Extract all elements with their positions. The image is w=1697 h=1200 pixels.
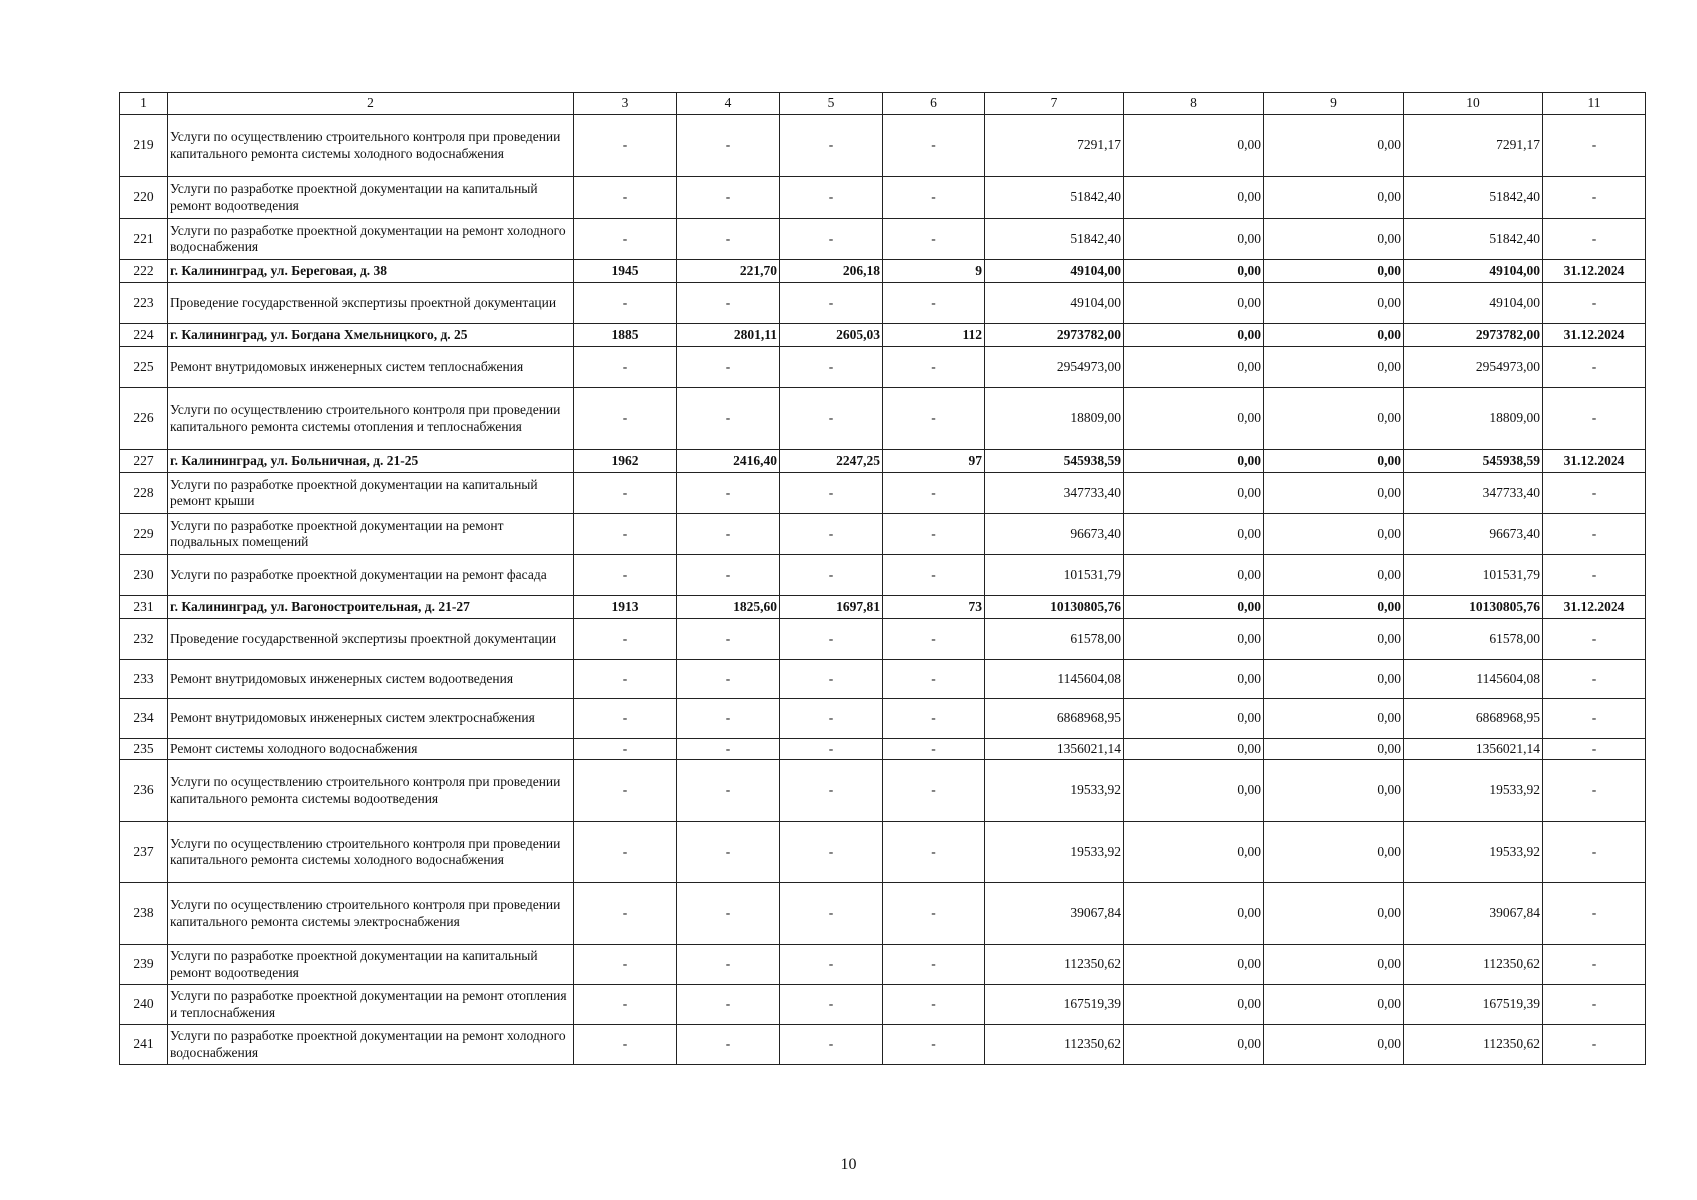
col-header-3: 3 bbox=[574, 93, 677, 115]
table-row bbox=[120, 699, 1646, 739]
regional-fund: 2954973,00 bbox=[1404, 347, 1543, 388]
row-number: 230 bbox=[120, 555, 168, 596]
row-description: Услуги по разработке проектной документации на ремонт холодного водоснабжения bbox=[168, 1025, 574, 1065]
regional-fund: 96673,40 bbox=[1404, 514, 1543, 555]
col-header-11: 11 bbox=[1543, 93, 1646, 115]
row-description: Услуги по осуществлению строительного контроля при проведении капитального ремонта системы электроснабжения bbox=[168, 883, 574, 945]
table-row bbox=[120, 115, 1646, 177]
living-area: - bbox=[780, 177, 883, 219]
residents: 112 bbox=[883, 324, 985, 347]
living-area: - bbox=[780, 985, 883, 1025]
total-area: 2416,40 bbox=[677, 450, 780, 473]
total-cost: 18809,00 bbox=[985, 388, 1124, 450]
year-built: - bbox=[574, 660, 677, 699]
fund-b: 0,00 bbox=[1264, 514, 1404, 555]
completion-date: - bbox=[1543, 760, 1646, 822]
living-area: - bbox=[780, 1025, 883, 1065]
total-area: - bbox=[677, 514, 780, 555]
regional-fund: 7291,17 bbox=[1404, 115, 1543, 177]
year-built: - bbox=[574, 739, 677, 760]
living-area: - bbox=[780, 660, 883, 699]
completion-date: - bbox=[1543, 347, 1646, 388]
col-header-5: 5 bbox=[780, 93, 883, 115]
total-cost: 96673,40 bbox=[985, 514, 1124, 555]
residents: - bbox=[883, 945, 985, 985]
row-description: Ремонт внутридомовых инженерных систем водоотведения bbox=[168, 660, 574, 699]
year-built: 1885 bbox=[574, 324, 677, 347]
col-header-1: 1 bbox=[120, 93, 168, 115]
living-area: - bbox=[780, 699, 883, 739]
row-description: Услуги по разработке проектной документации на ремонт подвальных помещений bbox=[168, 514, 574, 555]
fund-b: 0,00 bbox=[1264, 883, 1404, 945]
total-cost: 112350,62 bbox=[985, 1025, 1124, 1065]
fund-b: 0,00 bbox=[1264, 283, 1404, 324]
total-area: - bbox=[677, 760, 780, 822]
completion-date: - bbox=[1543, 945, 1646, 985]
year-built: - bbox=[574, 945, 677, 985]
residents: - bbox=[883, 699, 985, 739]
year-built: - bbox=[574, 555, 677, 596]
table-row bbox=[120, 347, 1646, 388]
row-number: 237 bbox=[120, 822, 168, 883]
total-cost: 51842,40 bbox=[985, 177, 1124, 219]
completion-date: - bbox=[1543, 115, 1646, 177]
fund-a: 0,00 bbox=[1124, 1025, 1264, 1065]
fund-b: 0,00 bbox=[1264, 660, 1404, 699]
total-cost: 10130805,76 bbox=[985, 596, 1124, 619]
residents: 97 bbox=[883, 450, 985, 473]
col-header-7: 7 bbox=[985, 93, 1124, 115]
fund-a: 0,00 bbox=[1124, 822, 1264, 883]
completion-date: 31.12.2024 bbox=[1543, 324, 1646, 347]
row-number: 232 bbox=[120, 619, 168, 660]
address-row bbox=[120, 450, 1646, 473]
address-row bbox=[120, 596, 1646, 619]
living-area: - bbox=[780, 473, 883, 514]
year-built: - bbox=[574, 347, 677, 388]
table-row bbox=[120, 473, 1646, 514]
regional-fund: 1145604,08 bbox=[1404, 660, 1543, 699]
year-built: - bbox=[574, 115, 677, 177]
fund-b: 0,00 bbox=[1264, 115, 1404, 177]
residents: - bbox=[883, 347, 985, 388]
year-built: 1945 bbox=[574, 260, 677, 283]
total-area: - bbox=[677, 283, 780, 324]
total-area: - bbox=[677, 388, 780, 450]
residents: - bbox=[883, 1025, 985, 1065]
fund-b: 0,00 bbox=[1264, 596, 1404, 619]
regional-fund: 167519,39 bbox=[1404, 985, 1543, 1025]
table-row bbox=[120, 1025, 1646, 1065]
fund-a: 0,00 bbox=[1124, 883, 1264, 945]
residents: 73 bbox=[883, 596, 985, 619]
completion-date: - bbox=[1543, 1025, 1646, 1065]
regional-fund: 6868968,95 bbox=[1404, 699, 1543, 739]
fund-a: 0,00 bbox=[1124, 450, 1264, 473]
completion-date: - bbox=[1543, 219, 1646, 260]
total-cost: 347733,40 bbox=[985, 473, 1124, 514]
year-built: - bbox=[574, 822, 677, 883]
total-area: - bbox=[677, 473, 780, 514]
completion-date: - bbox=[1543, 699, 1646, 739]
residents: 9 bbox=[883, 260, 985, 283]
row-number: 221 bbox=[120, 219, 168, 260]
completion-date: - bbox=[1543, 739, 1646, 760]
total-area: - bbox=[677, 883, 780, 945]
total-area: 2801,11 bbox=[677, 324, 780, 347]
total-cost: 61578,00 bbox=[985, 619, 1124, 660]
row-description: Услуги по осуществлению строительного контроля при проведении капитального ремонта системы холодного водоснабжения bbox=[168, 115, 574, 177]
fund-b: 0,00 bbox=[1264, 473, 1404, 514]
year-built: 1913 bbox=[574, 596, 677, 619]
row-description: Услуги по разработке проектной документации на ремонт фасада bbox=[168, 555, 574, 596]
row-number: 219 bbox=[120, 115, 168, 177]
total-area: - bbox=[677, 985, 780, 1025]
row-number: 226 bbox=[120, 388, 168, 450]
regional-fund: 39067,84 bbox=[1404, 883, 1543, 945]
regional-fund: 19533,92 bbox=[1404, 760, 1543, 822]
fund-a: 0,00 bbox=[1124, 596, 1264, 619]
living-area: - bbox=[780, 760, 883, 822]
total-cost: 6868968,95 bbox=[985, 699, 1124, 739]
completion-date: - bbox=[1543, 473, 1646, 514]
living-area: - bbox=[780, 219, 883, 260]
fund-b: 0,00 bbox=[1264, 177, 1404, 219]
total-area: - bbox=[677, 699, 780, 739]
total-cost: 2973782,00 bbox=[985, 324, 1124, 347]
total-cost: 1356021,14 bbox=[985, 739, 1124, 760]
row-description: Ремонт внутридомовых инженерных систем электроснабжения bbox=[168, 699, 574, 739]
total-cost: 49104,00 bbox=[985, 260, 1124, 283]
regional-fund: 49104,00 bbox=[1404, 260, 1543, 283]
regional-fund: 18809,00 bbox=[1404, 388, 1543, 450]
residents: - bbox=[883, 883, 985, 945]
row-description: Услуги по осуществлению строительного контроля при проведении капитального ремонта системы отопления и теплоснабжения bbox=[168, 388, 574, 450]
total-cost: 101531,79 bbox=[985, 555, 1124, 596]
living-area: - bbox=[780, 619, 883, 660]
col-header-4: 4 bbox=[677, 93, 780, 115]
row-number: 241 bbox=[120, 1025, 168, 1065]
address-row bbox=[120, 260, 1646, 283]
page-number: 10 bbox=[840, 1156, 857, 1173]
fund-a: 0,00 bbox=[1124, 514, 1264, 555]
row-number: 240 bbox=[120, 985, 168, 1025]
row-description: Услуги по разработке проектной документации на ремонт холодного водоснабжения bbox=[168, 219, 574, 260]
fund-b: 0,00 bbox=[1264, 1025, 1404, 1065]
year-built: 1962 bbox=[574, 450, 677, 473]
total-area: 221,70 bbox=[677, 260, 780, 283]
row-description: г. Калининград, ул. Вагоностроительная, д. 21-27 bbox=[168, 596, 574, 619]
row-description: г. Калининград, ул. Больничная, д. 21-25 bbox=[168, 450, 574, 473]
fund-b: 0,00 bbox=[1264, 760, 1404, 822]
regional-fund: 51842,40 bbox=[1404, 219, 1543, 260]
year-built: - bbox=[574, 283, 677, 324]
residents: - bbox=[883, 473, 985, 514]
residents: - bbox=[883, 619, 985, 660]
total-cost: 1145604,08 bbox=[985, 660, 1124, 699]
row-number: 227 bbox=[120, 450, 168, 473]
year-built: - bbox=[574, 388, 677, 450]
fund-b: 0,00 bbox=[1264, 699, 1404, 739]
fund-a: 0,00 bbox=[1124, 473, 1264, 514]
fund-a: 0,00 bbox=[1124, 260, 1264, 283]
row-number: 231 bbox=[120, 596, 168, 619]
row-number: 238 bbox=[120, 883, 168, 945]
regional-fund: 19533,92 bbox=[1404, 822, 1543, 883]
completion-date: - bbox=[1543, 822, 1646, 883]
col-header-10: 10 bbox=[1404, 93, 1543, 115]
total-area: - bbox=[677, 945, 780, 985]
year-built: - bbox=[574, 473, 677, 514]
fund-a: 0,00 bbox=[1124, 283, 1264, 324]
table-row bbox=[120, 388, 1646, 450]
fund-a: 0,00 bbox=[1124, 760, 1264, 822]
year-built: - bbox=[574, 514, 677, 555]
completion-date: 31.12.2024 bbox=[1543, 260, 1646, 283]
total-area: - bbox=[677, 619, 780, 660]
fund-a: 0,00 bbox=[1124, 619, 1264, 660]
residents: - bbox=[883, 760, 985, 822]
total-area: - bbox=[677, 347, 780, 388]
completion-date: - bbox=[1543, 555, 1646, 596]
completion-date: - bbox=[1543, 388, 1646, 450]
fund-b: 0,00 bbox=[1264, 739, 1404, 760]
regional-fund: 61578,00 bbox=[1404, 619, 1543, 660]
year-built: - bbox=[574, 177, 677, 219]
fund-a: 0,00 bbox=[1124, 219, 1264, 260]
register-table bbox=[119, 92, 1646, 1065]
fund-a: 0,00 bbox=[1124, 945, 1264, 985]
col-header-8: 8 bbox=[1124, 93, 1264, 115]
row-number: 225 bbox=[120, 347, 168, 388]
fund-b: 0,00 bbox=[1264, 388, 1404, 450]
row-number: 235 bbox=[120, 739, 168, 760]
table-row bbox=[120, 760, 1646, 822]
total-area: 1825,60 bbox=[677, 596, 780, 619]
living-area: - bbox=[780, 883, 883, 945]
col-header-6: 6 bbox=[883, 93, 985, 115]
residents: - bbox=[883, 219, 985, 260]
regional-fund: 112350,62 bbox=[1404, 1025, 1543, 1065]
completion-date: 31.12.2024 bbox=[1543, 450, 1646, 473]
table-row bbox=[120, 619, 1646, 660]
year-built: - bbox=[574, 985, 677, 1025]
table-row bbox=[120, 283, 1646, 324]
fund-b: 0,00 bbox=[1264, 822, 1404, 883]
row-description: Услуги по разработке проектной документации на капитальный ремонт водоотведения bbox=[168, 177, 574, 219]
row-description: Услуги по разработке проектной документации на капитальный ремонт водоотведения bbox=[168, 945, 574, 985]
year-built: - bbox=[574, 760, 677, 822]
fund-a: 0,00 bbox=[1124, 177, 1264, 219]
row-number: 236 bbox=[120, 760, 168, 822]
row-number: 233 bbox=[120, 660, 168, 699]
table-row bbox=[120, 660, 1646, 699]
col-header-9: 9 bbox=[1264, 93, 1404, 115]
total-area: - bbox=[677, 1025, 780, 1065]
living-area: - bbox=[780, 555, 883, 596]
residents: - bbox=[883, 115, 985, 177]
table-row bbox=[120, 177, 1646, 219]
address-row bbox=[120, 324, 1646, 347]
fund-a: 0,00 bbox=[1124, 699, 1264, 739]
total-cost: 19533,92 bbox=[985, 760, 1124, 822]
regional-fund: 51842,40 bbox=[1404, 177, 1543, 219]
total-cost: 19533,92 bbox=[985, 822, 1124, 883]
row-number: 234 bbox=[120, 699, 168, 739]
year-built: - bbox=[574, 619, 677, 660]
living-area: - bbox=[780, 347, 883, 388]
regional-fund: 101531,79 bbox=[1404, 555, 1543, 596]
fund-a: 0,00 bbox=[1124, 324, 1264, 347]
fund-b: 0,00 bbox=[1264, 219, 1404, 260]
total-cost: 112350,62 bbox=[985, 945, 1124, 985]
total-cost: 2954973,00 bbox=[985, 347, 1124, 388]
row-number: 220 bbox=[120, 177, 168, 219]
completion-date: - bbox=[1543, 985, 1646, 1025]
table-row bbox=[120, 739, 1646, 760]
year-built: - bbox=[574, 699, 677, 739]
total-area: - bbox=[677, 822, 780, 883]
completion-date: - bbox=[1543, 883, 1646, 945]
regional-fund: 347733,40 bbox=[1404, 473, 1543, 514]
completion-date: - bbox=[1543, 283, 1646, 324]
total-cost: 167519,39 bbox=[985, 985, 1124, 1025]
fund-a: 0,00 bbox=[1124, 388, 1264, 450]
row-number: 229 bbox=[120, 514, 168, 555]
total-cost: 545938,59 bbox=[985, 450, 1124, 473]
total-area: - bbox=[677, 739, 780, 760]
living-area: 2247,25 bbox=[780, 450, 883, 473]
living-area: - bbox=[780, 388, 883, 450]
residents: - bbox=[883, 660, 985, 699]
fund-a: 0,00 bbox=[1124, 347, 1264, 388]
row-description: Услуги по разработке проектной документации на ремонт отопления и теплоснабжения bbox=[168, 985, 574, 1025]
row-description: Услуги по осуществлению строительного контроля при проведении капитального ремонта системы холодного водоснабжения bbox=[168, 822, 574, 883]
completion-date: - bbox=[1543, 177, 1646, 219]
living-area: - bbox=[780, 514, 883, 555]
regional-fund: 1356021,14 bbox=[1404, 739, 1543, 760]
table-row bbox=[120, 883, 1646, 945]
residents: - bbox=[883, 177, 985, 219]
residents: - bbox=[883, 514, 985, 555]
fund-a: 0,00 bbox=[1124, 555, 1264, 596]
regional-fund: 112350,62 bbox=[1404, 945, 1543, 985]
regional-fund: 545938,59 bbox=[1404, 450, 1543, 473]
total-area: - bbox=[677, 219, 780, 260]
total-area: - bbox=[677, 555, 780, 596]
row-description: Услуги по разработке проектной документации на капитальный ремонт крыши bbox=[168, 473, 574, 514]
fund-b: 0,00 bbox=[1264, 945, 1404, 985]
year-built: - bbox=[574, 883, 677, 945]
row-description: Ремонт внутридомовых инженерных систем теплоснабжения bbox=[168, 347, 574, 388]
fund-b: 0,00 bbox=[1264, 985, 1404, 1025]
regional-fund: 49104,00 bbox=[1404, 283, 1543, 324]
completion-date: - bbox=[1543, 660, 1646, 699]
living-area: - bbox=[780, 739, 883, 760]
fund-b: 0,00 bbox=[1264, 324, 1404, 347]
row-description: г. Калининград, ул. Береговая, д. 38 bbox=[168, 260, 574, 283]
row-number: 224 bbox=[120, 324, 168, 347]
living-area: 2605,03 bbox=[780, 324, 883, 347]
fund-a: 0,00 bbox=[1124, 985, 1264, 1025]
living-area: - bbox=[780, 115, 883, 177]
fund-b: 0,00 bbox=[1264, 347, 1404, 388]
fund-b: 0,00 bbox=[1264, 619, 1404, 660]
total-area: - bbox=[677, 660, 780, 699]
regional-fund: 2973782,00 bbox=[1404, 324, 1543, 347]
living-area: - bbox=[780, 822, 883, 883]
table-row bbox=[120, 945, 1646, 985]
fund-a: 0,00 bbox=[1124, 660, 1264, 699]
row-description: г. Калининград, ул. Богдана Хмельницкого, д. 25 bbox=[168, 324, 574, 347]
fund-a: 0,00 bbox=[1124, 115, 1264, 177]
total-cost: 7291,17 bbox=[985, 115, 1124, 177]
fund-b: 0,00 bbox=[1264, 450, 1404, 473]
fund-a: 0,00 bbox=[1124, 739, 1264, 760]
fund-b: 0,00 bbox=[1264, 555, 1404, 596]
row-description: Ремонт системы холодного водоснабжения bbox=[168, 739, 574, 760]
residents: - bbox=[883, 555, 985, 596]
living-area: 1697,81 bbox=[780, 596, 883, 619]
table-row bbox=[120, 219, 1646, 260]
table-row bbox=[120, 822, 1646, 883]
total-cost: 51842,40 bbox=[985, 219, 1124, 260]
total-cost: 39067,84 bbox=[985, 883, 1124, 945]
regional-fund: 10130805,76 bbox=[1404, 596, 1543, 619]
col-header-2: 2 bbox=[168, 93, 574, 115]
row-number: 228 bbox=[120, 473, 168, 514]
living-area: - bbox=[780, 945, 883, 985]
year-built: - bbox=[574, 219, 677, 260]
residents: - bbox=[883, 985, 985, 1025]
living-area: 206,18 bbox=[780, 260, 883, 283]
total-area: - bbox=[677, 177, 780, 219]
total-cost: 49104,00 bbox=[985, 283, 1124, 324]
row-number: 222 bbox=[120, 260, 168, 283]
row-description: Проведение государственной экспертизы проектной документации bbox=[168, 283, 574, 324]
table-body bbox=[120, 93, 1646, 1065]
year-built: - bbox=[574, 1025, 677, 1065]
total-area: - bbox=[677, 115, 780, 177]
residents: - bbox=[883, 388, 985, 450]
table-row bbox=[120, 514, 1646, 555]
fund-b: 0,00 bbox=[1264, 260, 1404, 283]
residents: - bbox=[883, 822, 985, 883]
row-description: Проведение государственной экспертизы проектной документации bbox=[168, 619, 574, 660]
completion-date: - bbox=[1543, 619, 1646, 660]
row-number: 239 bbox=[120, 945, 168, 985]
completion-date: 31.12.2024 bbox=[1543, 596, 1646, 619]
row-description: Услуги по осуществлению строительного контроля при проведении капитального ремонта системы водоотведения bbox=[168, 760, 574, 822]
residents: - bbox=[883, 283, 985, 324]
completion-date: - bbox=[1543, 514, 1646, 555]
table-row bbox=[120, 555, 1646, 596]
residents: - bbox=[883, 739, 985, 760]
table-row bbox=[120, 985, 1646, 1025]
row-number: 223 bbox=[120, 283, 168, 324]
column-number-header-row bbox=[120, 93, 1646, 115]
living-area: - bbox=[780, 283, 883, 324]
